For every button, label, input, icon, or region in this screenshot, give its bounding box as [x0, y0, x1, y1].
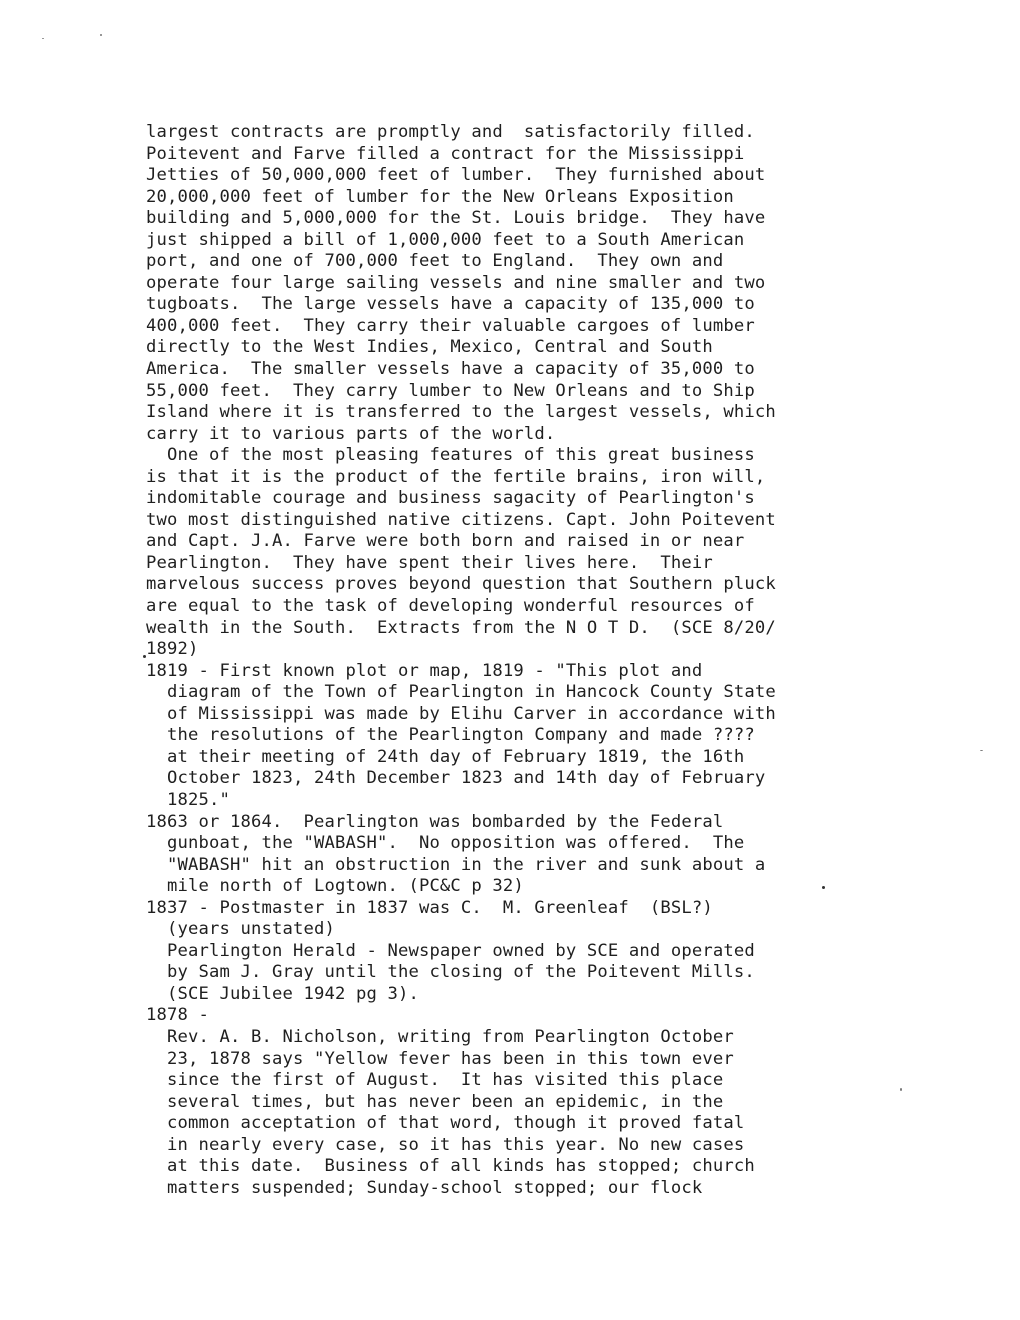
- text-line: wealth in the South. Extracts from the N O T D. (SCE 8/20/: [146, 617, 776, 638]
- scan-speck: [900, 1088, 902, 1091]
- text-line: is that it is the product of the fertile brains, iron will,: [146, 466, 766, 487]
- text-line: gunboat, the "WABASH". No opposition was offered. The: [146, 833, 745, 854]
- text-line: One of the most pleasing features of this great business: [146, 445, 755, 466]
- text-line: building and 5,000,000 for the St. Louis bridge. They have: [146, 208, 766, 229]
- text-line: marvelous success proves beyond question that Southern pluck: [146, 574, 776, 595]
- text-line: 20,000,000 feet of lumber for the New Orleans Exposition: [146, 186, 734, 207]
- text-line: 1837 - Postmaster in 1837 was C. M. Greenleaf (BSL?): [146, 897, 713, 918]
- text-line: and Capt. J.A. Farve were both born and raised in or near: [146, 531, 745, 552]
- text-line: at this date. Business of all kinds has stopped; church: [146, 1156, 755, 1177]
- text-line: in nearly every case, so it has this year. No new cases: [146, 1134, 745, 1155]
- text-line: operate four large sailing vessels and nine smaller and two: [146, 272, 766, 293]
- text-line: 55,000 feet. They carry lumber to New Orleans and to Ship: [146, 380, 755, 401]
- text-line: indomitable courage and business sagacity of Pearlington's: [146, 488, 755, 509]
- text-line: mile north of Logtown. (PC&C p 32): [146, 876, 524, 897]
- text-line: 1863 or 1864. Pearlington was bombarded by the Federal: [146, 811, 724, 832]
- scan-speck: [100, 34, 102, 36]
- text-line: America. The smaller vessels have a capacity of 35,000 to: [146, 359, 755, 380]
- text-line: of Mississippi was made by Elihu Carver in accordance with: [146, 703, 776, 724]
- text-line: just shipped a bill of 1,000,000 feet to a South American: [146, 229, 745, 250]
- text-line: (years unstated): [146, 919, 335, 940]
- text-line: 1878 -: [146, 1005, 209, 1026]
- text-line: 1825.": [146, 789, 230, 810]
- text-line: since the first of August. It has visited this place: [146, 1070, 724, 1091]
- text-line: diagram of the Town of Pearlington in Hancock County State: [146, 682, 776, 703]
- text-line: carry it to various parts of the world.: [146, 423, 556, 444]
- text-line: the resolutions of the Pearlington Company and made ????: [146, 725, 755, 746]
- text-line: Island where it is transferred to the largest vessels, which: [146, 402, 776, 423]
- text-line: port, and one of 700,000 feet to England. They own and: [146, 251, 724, 272]
- text-line: "WABASH" hit an obstruction in the river and sunk about a: [146, 854, 766, 875]
- text-line: are equal to the task of developing wonderful resources of: [146, 596, 755, 617]
- text-line: (SCE Jubilee 1942 pg 3).: [146, 983, 419, 1004]
- text-line: directly to the West Indies, Mexico, Central and South: [146, 337, 713, 358]
- document-text: [146, 122, 886, 1199]
- text-line: by Sam J. Gray until the closing of the Poitevent Mills.: [146, 962, 755, 983]
- text-line: 1892): [146, 639, 199, 660]
- text-line: Poitevent and Farve filled a contract for the Mississippi: [146, 143, 745, 164]
- text-line: largest contracts are promptly and satisfactorily filled.: [146, 122, 755, 142]
- text-line: Pearlington Herald - Newspaper owned by SCE and operated: [146, 940, 755, 961]
- text-line: Rev. A. B. Nicholson, writing from Pearlington October: [146, 1026, 734, 1047]
- text-line: at their meeting of 24th day of February 1819, the 16th: [146, 746, 745, 767]
- text-line: common acceptation of that word, though it proved fatal: [146, 1113, 745, 1134]
- text-line: 1819 - First known plot or map, 1819 - "This plot and: [146, 660, 703, 681]
- text-line: tugboats. The large vessels have a capacity of 135,000 to: [146, 294, 755, 315]
- text-line: two most distinguished native citizens. Capt. John Poitevent: [146, 509, 776, 530]
- scan-speck: [980, 750, 983, 751]
- text-line: several times, but has never been an epidemic, in the: [146, 1091, 724, 1112]
- text-line: 400,000 feet. They carry their valuable cargoes of lumber: [146, 315, 755, 336]
- text-line: 23, 1878 says "Yellow fever has been in this town ever: [146, 1048, 734, 1069]
- text-line: Pearlington. They have spent their lives here. Their: [146, 552, 713, 573]
- text-line: matters suspended; Sunday-school stopped; our flock: [146, 1177, 703, 1198]
- text-line: Jetties of 50,000,000 feet of lumber. They furnished about: [146, 165, 766, 186]
- scan-speck: [42, 38, 44, 39]
- text-line: October 1823, 24th December 1823 and 14th day of February: [146, 768, 766, 789]
